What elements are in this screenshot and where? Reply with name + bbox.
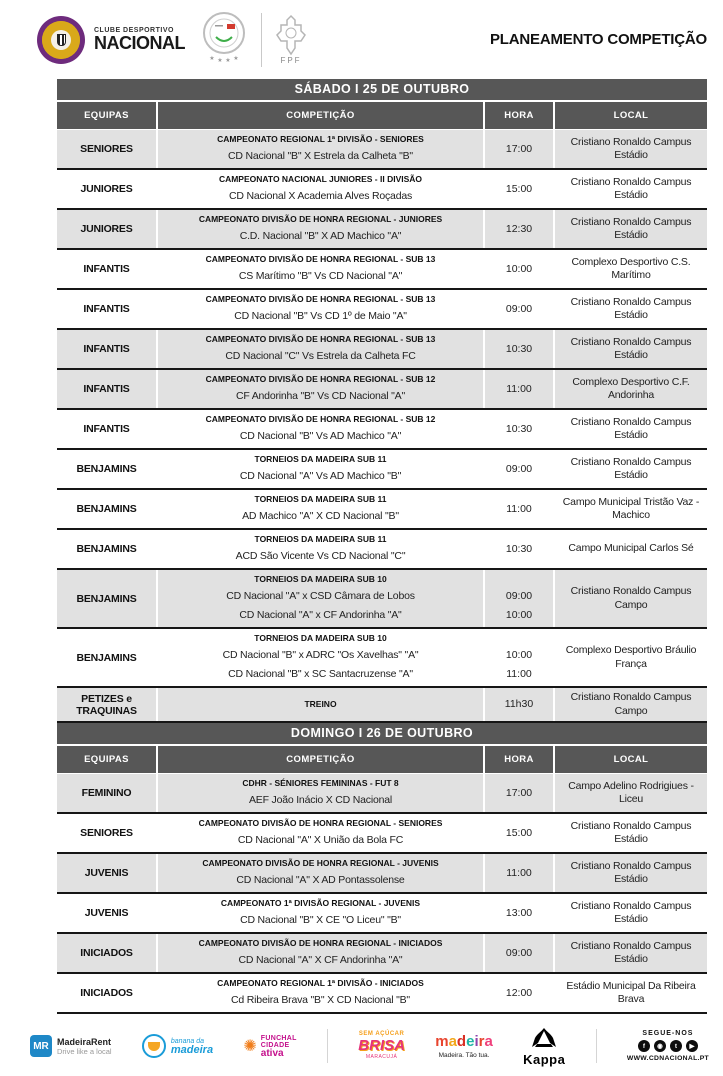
team-cell: PETIZES e TRAQUINAS bbox=[76, 692, 137, 717]
table-row bbox=[57, 330, 707, 370]
match-text: CD Nacional "B" X Estrela da Calheta "B" bbox=[228, 150, 413, 162]
local-cell: Complexo Desportivo Bráulio França bbox=[553, 629, 707, 686]
local-cell: Cristiano Ronaldo Campus Estádio bbox=[553, 814, 707, 852]
club-crest-logo bbox=[37, 16, 85, 64]
competition-cell bbox=[156, 688, 483, 721]
competition-title: CAMPEONATO DIVISÃO DE HONRA REGIONAL - SUB 13 bbox=[205, 334, 436, 344]
brisa-arc-text: SEM AÇÚCAR bbox=[358, 1031, 405, 1037]
fpf-crest-icon bbox=[276, 15, 306, 55]
madeira-tagline: Madeira. Tão tua. bbox=[438, 1052, 490, 1059]
match-text: ACD São Vicente Vs CD Nacional "C" bbox=[235, 550, 406, 562]
madeirarent-name: MadeiraRent bbox=[57, 1036, 112, 1047]
match-text: CD Nacional "A" x CSD Câmara de Lobos bbox=[226, 590, 415, 602]
match-text: CD Nacional "A" x CF Andorinha "A" bbox=[239, 609, 402, 621]
competition-title: CAMPEONATO REGIONAL 1ª DIVISÃO - INICIADOS bbox=[217, 978, 424, 988]
match-text: C.D. Nacional "B" X AD Machico "A" bbox=[239, 230, 402, 242]
column-header-equipas: EQUIPAS bbox=[84, 754, 129, 765]
facebook-icon[interactable]: f bbox=[638, 1040, 650, 1052]
follow-label: SEGUE-NOS bbox=[642, 1030, 694, 1037]
team-cell: JUVENIS bbox=[84, 907, 129, 919]
competition-cell bbox=[156, 894, 483, 932]
time-text: 10:30 bbox=[505, 342, 533, 355]
hora-cell bbox=[483, 130, 553, 168]
schedule bbox=[57, 79, 707, 1014]
madeira-letter: e bbox=[466, 1033, 475, 1050]
certification-badge-icon bbox=[201, 11, 247, 68]
match-text: CD Nacional "B" x ADRC "Os Xavelhas" "A" bbox=[222, 649, 419, 661]
local-cell: Cristiano Ronaldo Campus Estádio bbox=[553, 410, 707, 448]
svg-text:★: ★ bbox=[209, 56, 215, 62]
table-row bbox=[57, 570, 707, 629]
local-cell: Cristiano Ronaldo Campus Estádio bbox=[553, 330, 707, 368]
hora-cell bbox=[483, 330, 553, 368]
table-row bbox=[57, 450, 707, 490]
fpf-logo bbox=[276, 15, 306, 65]
instagram-icon[interactable]: ◉ bbox=[654, 1040, 666, 1052]
time-text: 11:00 bbox=[506, 668, 532, 680]
competition-title: CAMPEONATO DIVISÃO DE HONRA REGIONAL - SENIORES bbox=[198, 818, 443, 828]
match-text: AEF João Inácio X CD Nacional bbox=[248, 794, 393, 806]
local-cell: Cristiano Ronaldo Campus Estádio bbox=[553, 450, 707, 488]
sponsor-banana-da-madeira bbox=[142, 1034, 213, 1058]
madeira-letter: i bbox=[474, 1033, 479, 1050]
local-cell: Campo Municipal Carlos Sé bbox=[553, 530, 707, 568]
section-body bbox=[57, 774, 707, 1014]
time-text: 11:00 bbox=[506, 382, 532, 395]
competition-cell bbox=[156, 774, 483, 812]
youtube-icon[interactable]: ▶ bbox=[686, 1040, 698, 1052]
hora-cell bbox=[483, 210, 553, 248]
time-text: 09:00 bbox=[505, 302, 533, 315]
schedule-section bbox=[57, 723, 707, 1014]
local-cell: Cristiano Ronaldo Campus Estádio bbox=[553, 854, 707, 892]
team-cell: INFANTIS bbox=[83, 263, 130, 275]
match-text: CD Nacional "B" x SC Santacruzense "A" bbox=[228, 668, 413, 680]
hora-cell bbox=[483, 974, 553, 1012]
column-header-hora: HORA bbox=[483, 102, 553, 129]
local-cell: Cristiano Ronaldo Campus Estádio bbox=[553, 170, 707, 208]
time-text: 10:00 bbox=[505, 262, 533, 275]
schedule-section bbox=[57, 79, 707, 723]
time-text: 13:00 bbox=[505, 906, 533, 919]
team-cell: BENJAMINS bbox=[76, 592, 137, 605]
brisa-wordmark: BRISA bbox=[358, 1037, 405, 1054]
banana-icon bbox=[142, 1034, 166, 1058]
svg-text:★: ★ bbox=[233, 56, 239, 62]
competition-cell bbox=[156, 210, 483, 248]
column-header-competi-o: COMPETIÇÃO bbox=[156, 102, 483, 129]
madeirarent-icon: MR bbox=[30, 1035, 52, 1057]
table-row bbox=[57, 894, 707, 934]
sponsor-funchal-cidade-ativa bbox=[243, 1035, 296, 1058]
competition-title: TREINO bbox=[304, 699, 337, 709]
hora-cell bbox=[483, 450, 553, 488]
competition-title: CAMPEONATO DIVISÃO DE HONRA REGIONAL - JUVENIS bbox=[202, 858, 439, 868]
table-row bbox=[57, 130, 707, 170]
club-name-main: NACIONAL bbox=[94, 33, 185, 53]
madeira-wordmark bbox=[435, 1033, 493, 1051]
madeira-letter: d bbox=[456, 1033, 467, 1050]
table-row bbox=[57, 370, 707, 410]
local-cell: Cristiano Ronaldo Campus Estádio bbox=[553, 934, 707, 972]
match-text: Cd Ribeira Brava "B" X CD Nacional "B" bbox=[231, 994, 410, 1006]
sponsor-madeira bbox=[435, 1033, 493, 1059]
table-row bbox=[57, 530, 707, 570]
hora-cell bbox=[483, 774, 553, 812]
time-text: 11h30 bbox=[504, 698, 534, 710]
time-text: 10:30 bbox=[505, 542, 533, 555]
club-name bbox=[94, 27, 185, 52]
match-text: CD Nacional "A" X União da Bola FC bbox=[237, 834, 404, 846]
sponsor-footer bbox=[0, 1016, 723, 1076]
time-text: 09:00 bbox=[505, 946, 533, 959]
table-row bbox=[57, 170, 707, 210]
team-cell: BENJAMINS bbox=[76, 463, 137, 475]
madeira-letter: a bbox=[484, 1033, 493, 1050]
hora-cell bbox=[483, 250, 553, 288]
team-cell: SENIORES bbox=[80, 827, 133, 839]
table-row bbox=[57, 974, 707, 1014]
time-text: 11:00 bbox=[506, 502, 532, 515]
madeira-letter: m bbox=[435, 1033, 449, 1050]
table-row bbox=[57, 814, 707, 854]
table-row bbox=[57, 250, 707, 290]
column-header-local: LOCAL bbox=[553, 746, 707, 773]
match-text: CD Nacional "A" X AD Pontassolense bbox=[236, 874, 405, 886]
column-header-equipas: EQUIPAS bbox=[84, 110, 129, 121]
local-cell: Cristiano Ronaldo Campus Campo bbox=[553, 688, 707, 721]
table-row bbox=[57, 774, 707, 814]
table-row bbox=[57, 490, 707, 530]
funchal-line3: ativa bbox=[260, 1047, 284, 1059]
hora-cell bbox=[483, 629, 553, 686]
time-text: 17:00 bbox=[505, 786, 533, 799]
hora-cell bbox=[483, 854, 553, 892]
hora-cell bbox=[483, 570, 553, 627]
competition-cell bbox=[156, 130, 483, 168]
team-cell: INICIADOS bbox=[80, 947, 133, 959]
table-row bbox=[57, 410, 707, 450]
match-text: CD Nacional "B" Vs AD Machico "A" bbox=[239, 430, 402, 442]
svg-text:★: ★ bbox=[217, 58, 223, 64]
hora-cell bbox=[483, 530, 553, 568]
match-text: CF Andorinha "B" Vs CD Nacional "A" bbox=[236, 390, 405, 402]
competition-title: TORNEIOS DA MADEIRA SUB 11 bbox=[254, 534, 387, 544]
section-title: DOMINGO I 26 DE OUTUBRO bbox=[57, 723, 707, 744]
footer-divider bbox=[327, 1029, 328, 1063]
competition-cell bbox=[156, 370, 483, 408]
competition-cell bbox=[156, 814, 483, 852]
table-row bbox=[57, 629, 707, 688]
twitter-icon[interactable]: t bbox=[670, 1040, 682, 1052]
team-cell: INFANTIS bbox=[83, 343, 130, 355]
madeira-letter: r bbox=[478, 1033, 485, 1050]
time-text: 15:00 bbox=[505, 826, 533, 839]
time-text: 10:30 bbox=[505, 422, 533, 435]
team-cell: JUNIORES bbox=[80, 223, 133, 235]
competition-cell bbox=[156, 974, 483, 1012]
fpf-label: FPF bbox=[280, 55, 302, 65]
hora-cell bbox=[483, 170, 553, 208]
team-cell: INFANTIS bbox=[83, 423, 130, 435]
team-cell: INFANTIS bbox=[83, 303, 130, 315]
hora-cell bbox=[483, 814, 553, 852]
kappa-wordmark: Kappa bbox=[523, 1052, 566, 1067]
table-row bbox=[57, 854, 707, 894]
competition-title: CAMPEONATO DIVISÃO DE HONRA REGIONAL - SUB 13 bbox=[205, 254, 436, 264]
page-header bbox=[0, 0, 723, 79]
competition-title: CAMPEONATO DIVISÃO DE HONRA REGIONAL - SUB 13 bbox=[205, 294, 436, 304]
column-header-hora: HORA bbox=[483, 746, 553, 773]
column-header-row bbox=[57, 746, 707, 773]
team-cell: BENJAMINS bbox=[76, 651, 137, 664]
team-cell: INFANTIS bbox=[83, 383, 130, 395]
competition-cell bbox=[156, 250, 483, 288]
table-row bbox=[57, 934, 707, 974]
hora-cell bbox=[483, 370, 553, 408]
local-cell: Complexo Desportivo C.F. Andorinha bbox=[553, 370, 707, 408]
time-text: 12:00 bbox=[505, 986, 533, 999]
time-text: 15:00 bbox=[505, 182, 533, 195]
funchal-runner-icon: ✺ bbox=[243, 1038, 257, 1055]
time-text: 17:00 bbox=[505, 142, 533, 155]
section-title: SÁBADO I 25 DE OUTUBRO bbox=[57, 79, 707, 100]
madeirarent-tagline: Drive like a local bbox=[57, 1046, 112, 1056]
local-cell: Cristiano Ronaldo Campus Campo bbox=[553, 570, 707, 627]
competition-cell bbox=[156, 570, 483, 627]
team-cell: BENJAMINS bbox=[76, 543, 137, 555]
local-cell: Campo Municipal Tristão Vaz - Machico bbox=[553, 490, 707, 528]
svg-text:★: ★ bbox=[225, 58, 231, 64]
competition-cell bbox=[156, 530, 483, 568]
local-cell: Complexo Desportivo C.S. Marítimo bbox=[553, 250, 707, 288]
competition-title: TORNEIOS DA MADEIRA SUB 11 bbox=[254, 494, 387, 504]
funchal-line2: CIDADE bbox=[260, 1042, 290, 1050]
local-cell: Cristiano Ronaldo Campus Estádio bbox=[553, 130, 707, 168]
website-link[interactable]: WWW.CDNACIONAL.PT bbox=[626, 1055, 709, 1062]
table-row bbox=[57, 688, 707, 723]
hora-cell bbox=[483, 290, 553, 328]
match-text: CD Nacional "B" X CE "O Liceu" "B" bbox=[240, 914, 401, 926]
page-title: PLANEAMENTO COMPETIÇÃO bbox=[490, 31, 707, 48]
competition-title: TORNEIOS DA MADEIRA SUB 10 bbox=[254, 574, 387, 584]
brisa-side-text: MARACUJÁ bbox=[365, 1054, 398, 1060]
sponsor-brisa bbox=[358, 1030, 405, 1062]
competition-title: CAMPEONATO DIVISÃO DE HONRA REGIONAL - INICIADOS bbox=[198, 938, 443, 948]
hora-cell bbox=[483, 490, 553, 528]
match-text: CD Nacional "C" Vs Estrela da Calheta FC bbox=[225, 350, 416, 362]
team-cell: JUVENIS bbox=[84, 867, 129, 879]
competition-cell bbox=[156, 854, 483, 892]
time-text: 12:30 bbox=[505, 222, 533, 235]
funchal-line1: FUNCHAL bbox=[260, 1034, 297, 1042]
follow-block bbox=[627, 1030, 709, 1062]
time-text: 09:00 bbox=[505, 462, 533, 475]
match-text: CS Marítimo "B" Vs CD Nacional "A" bbox=[238, 270, 403, 282]
match-text: AD Machico "A" X CD Nacional "B" bbox=[242, 510, 399, 522]
kappa-icon bbox=[527, 1027, 561, 1049]
club-name-top: CLUBE DESPORTIVO bbox=[94, 27, 174, 34]
competition-cell bbox=[156, 450, 483, 488]
local-cell: Campo Adelino Rodrigiues - Liceu bbox=[553, 774, 707, 812]
section-body bbox=[57, 130, 707, 723]
team-cell: SENIORES bbox=[80, 143, 133, 155]
team-cell: INICIADOS bbox=[80, 987, 133, 999]
team-cell: JUNIORES bbox=[80, 183, 133, 195]
team-cell: FEMININO bbox=[81, 787, 132, 799]
column-header-local: LOCAL bbox=[553, 102, 707, 129]
competition-cell bbox=[156, 934, 483, 972]
team-cell: BENJAMINS bbox=[76, 503, 137, 515]
match-text: CD Nacional "A" X CF Andorinha "A" bbox=[238, 954, 403, 966]
column-header-competi-o: COMPETIÇÃO bbox=[156, 746, 483, 773]
time-text: 09:00 bbox=[505, 590, 533, 602]
time-text: 10:00 bbox=[505, 609, 533, 621]
banana-line2: madeira bbox=[170, 1044, 214, 1056]
local-cell: Estádio Municipal Da Ribeira Brava bbox=[553, 974, 707, 1012]
local-cell: Cristiano Ronaldo Campus Estádio bbox=[553, 290, 707, 328]
competition-cell bbox=[156, 629, 483, 686]
competition-cell bbox=[156, 170, 483, 208]
banana-line1: banana da bbox=[170, 1038, 204, 1045]
competition-title: CAMPEONATO DIVISÃO DE HONRA REGIONAL - JUNIORES bbox=[198, 214, 443, 224]
competition-title: CAMPEONATO 1ª DIVISÃO REGIONAL - JUVENIS bbox=[220, 898, 421, 908]
competition-title: CAMPEONATO NACIONAL JUNIORES - II DIVISÃO bbox=[218, 174, 423, 184]
competition-title: CDHR - SÉNIORES FEMININAS - FUT 8 bbox=[242, 778, 399, 788]
competition-title: CAMPEONATO DIVISÃO DE HONRA REGIONAL - SUB 12 bbox=[205, 374, 436, 384]
time-text: 10:00 bbox=[505, 649, 533, 661]
hora-cell bbox=[483, 688, 553, 721]
sponsor-madeirarent bbox=[30, 1035, 112, 1057]
competition-title: TORNEIOS DA MADEIRA SUB 11 bbox=[254, 454, 387, 464]
header-divider bbox=[261, 13, 262, 67]
local-cell: Cristiano Ronaldo Campus Estádio bbox=[553, 210, 707, 248]
hora-cell bbox=[483, 894, 553, 932]
hora-cell bbox=[483, 934, 553, 972]
sponsor-kappa bbox=[523, 1027, 565, 1065]
social-icons bbox=[627, 1040, 709, 1052]
table-row bbox=[57, 210, 707, 250]
competition-cell bbox=[156, 410, 483, 448]
competition-cell bbox=[156, 290, 483, 328]
match-text: CD Nacional "B" Vs CD 1º de Maio "A" bbox=[234, 310, 407, 322]
madeira-letter: a bbox=[448, 1033, 457, 1050]
footer-divider bbox=[596, 1029, 597, 1063]
club-shield-icon bbox=[57, 34, 66, 46]
local-cell: Cristiano Ronaldo Campus Estádio bbox=[553, 894, 707, 932]
time-text: 11:00 bbox=[506, 866, 532, 879]
competition-cell bbox=[156, 330, 483, 368]
table-row bbox=[57, 290, 707, 330]
match-text: CD Nacional "A" Vs AD Machico "B" bbox=[239, 470, 402, 482]
hora-cell bbox=[483, 410, 553, 448]
competition-title: CAMPEONATO DIVISÃO DE HONRA REGIONAL - SUB 12 bbox=[205, 414, 436, 424]
competition-title: TORNEIOS DA MADEIRA SUB 10 bbox=[254, 633, 387, 643]
match-text: CD Nacional X Academia Alves Roçadas bbox=[228, 190, 413, 202]
column-header-row bbox=[57, 102, 707, 129]
competition-cell bbox=[156, 490, 483, 528]
competition-title: CAMPEONATO REGIONAL 1ª DIVISÃO - SENIORES bbox=[217, 134, 424, 144]
